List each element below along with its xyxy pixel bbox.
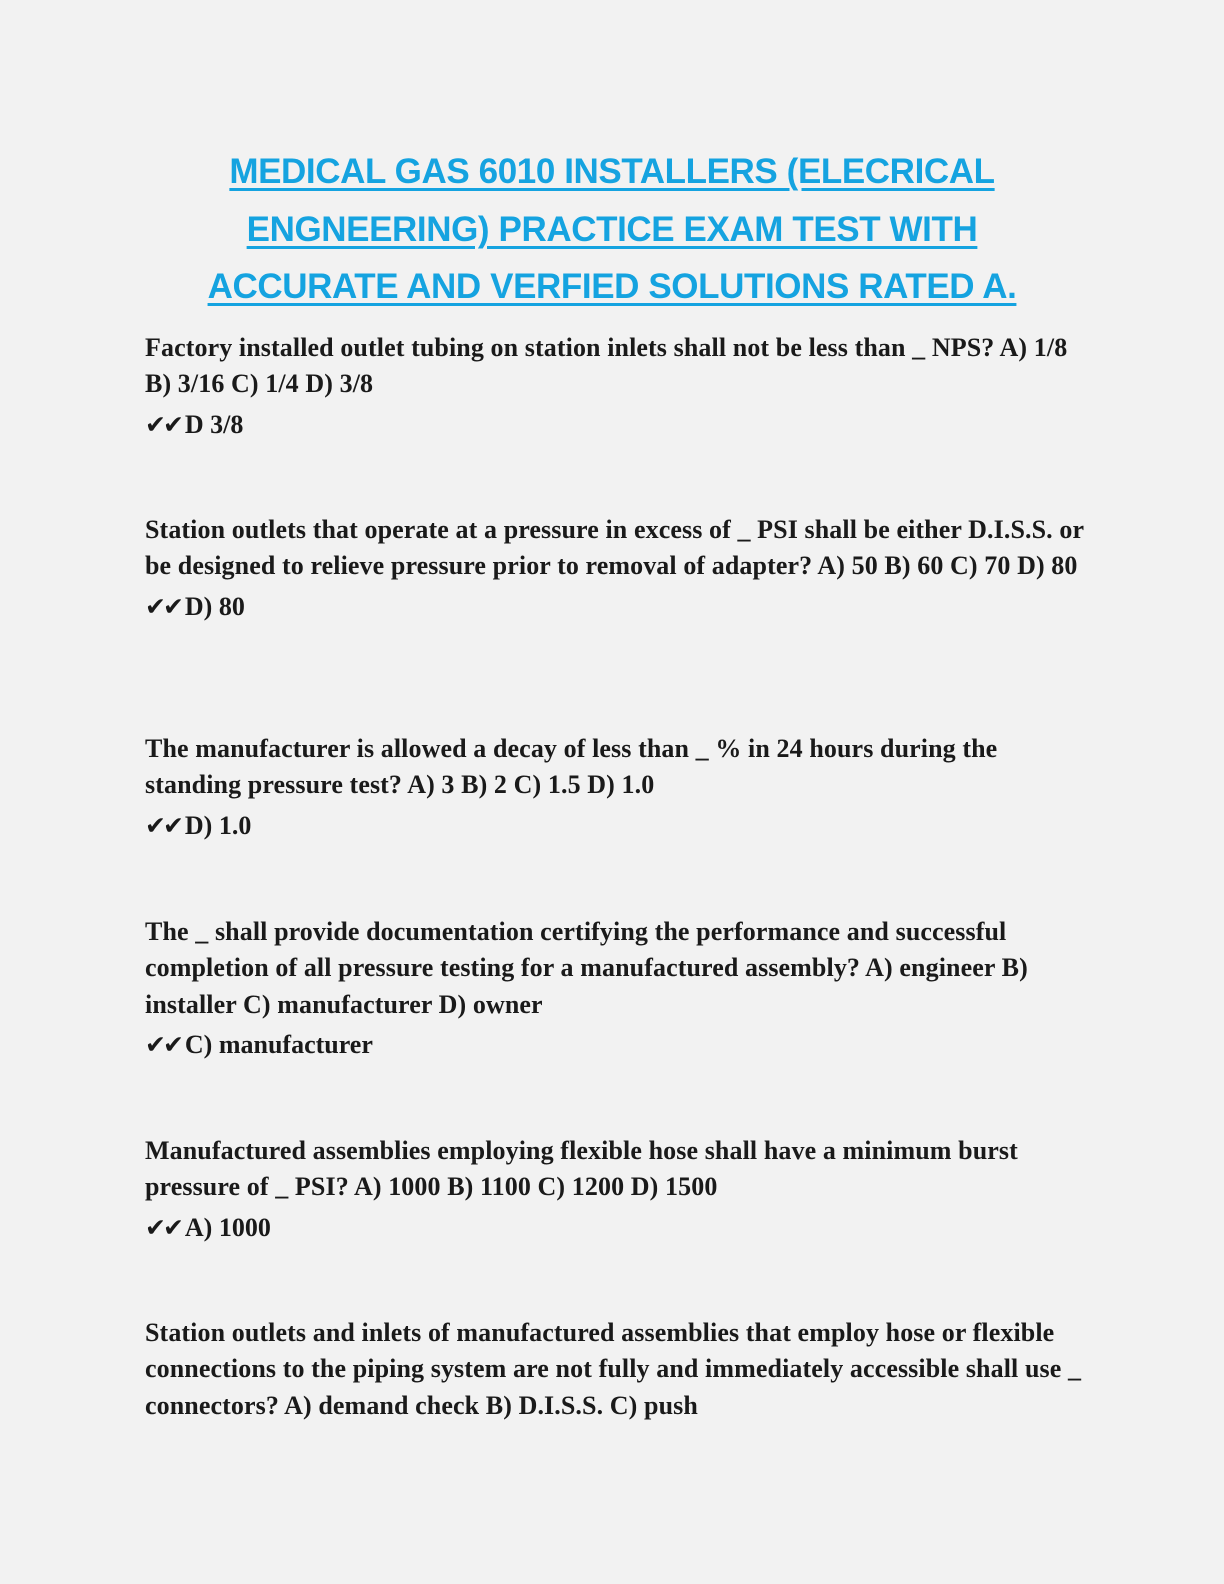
question-block-3 bbox=[145, 731, 1085, 844]
check-icon: ✔✔ bbox=[145, 591, 181, 621]
answer-text: A) 1000 bbox=[184, 1212, 271, 1242]
question-text: The manufacturer is allowed a decay of less than _ % in 24 hours during the standing pressure test? A) 3 B) 2 C) 1.5 D) 1.0 bbox=[145, 734, 998, 800]
answer-text: C) manufacturer bbox=[184, 1029, 373, 1059]
title-line-2: ENGNEERING) PRACTICE EXAM TEST WITH bbox=[246, 209, 978, 249]
question-text: Station outlets and inlets of manufactured assemblies that employ hose or flexible connections to the piping system are not fully and immediately accessible shall use _ connectors? A) demand check B) D.I.S.S. C) push bbox=[145, 1318, 1082, 1420]
answer-line bbox=[145, 1210, 1085, 1246]
answer-text: D 3/8 bbox=[184, 409, 244, 439]
question-block-2 bbox=[145, 512, 1085, 625]
question-text: Factory installed outlet tubing on station inlets shall not be less than _ NPS? A) 1/8 B) 3/16 C) 1/4 D) 3/8 bbox=[145, 333, 1068, 399]
question-block-4 bbox=[145, 914, 1085, 1063]
check-icon: ✔✔ bbox=[145, 409, 181, 439]
question-text: The _ shall provide documentation certifying the performance and successful completion of all pressure testing for a manufactured assembly? A) engineer B) installer C) manufacturer D) owner bbox=[145, 917, 1028, 1019]
question-block-1 bbox=[145, 330, 1085, 443]
question-text: Manufactured assemblies employing flexible hose shall have a minimum burst pressure of _ PSI? A) 1000 B) 1100 C) 1200 D) 1500 bbox=[145, 1136, 1018, 1202]
title-line-3: ACCURATE AND VERFIED SOLUTIONS RATED A. bbox=[207, 267, 1017, 306]
answer-line bbox=[145, 589, 1085, 625]
question-block-6 bbox=[145, 1315, 1085, 1424]
answer-text: D) 1.0 bbox=[184, 810, 252, 840]
check-icon: ✔✔ bbox=[145, 1212, 181, 1242]
check-icon: ✔✔ bbox=[145, 810, 181, 840]
document-title bbox=[130, 143, 1094, 316]
question-text: Station outlets that operate at a pressure in excess of _ PSI shall be either D.I.S.S. or be designed to relieve pressure prior to removal of adapter? A) 50 B) 60 C) 70 D) 80 bbox=[145, 515, 1084, 581]
answer-line bbox=[145, 808, 1085, 844]
question-block-5 bbox=[145, 1133, 1085, 1246]
title-line-1: MEDICAL GAS 6010 INSTALLERS (ELECRICAL bbox=[229, 152, 995, 191]
answer-line bbox=[145, 1027, 1085, 1063]
answer-text: D) 80 bbox=[184, 591, 245, 621]
answer-line bbox=[145, 407, 1085, 443]
check-icon: ✔✔ bbox=[145, 1029, 181, 1059]
